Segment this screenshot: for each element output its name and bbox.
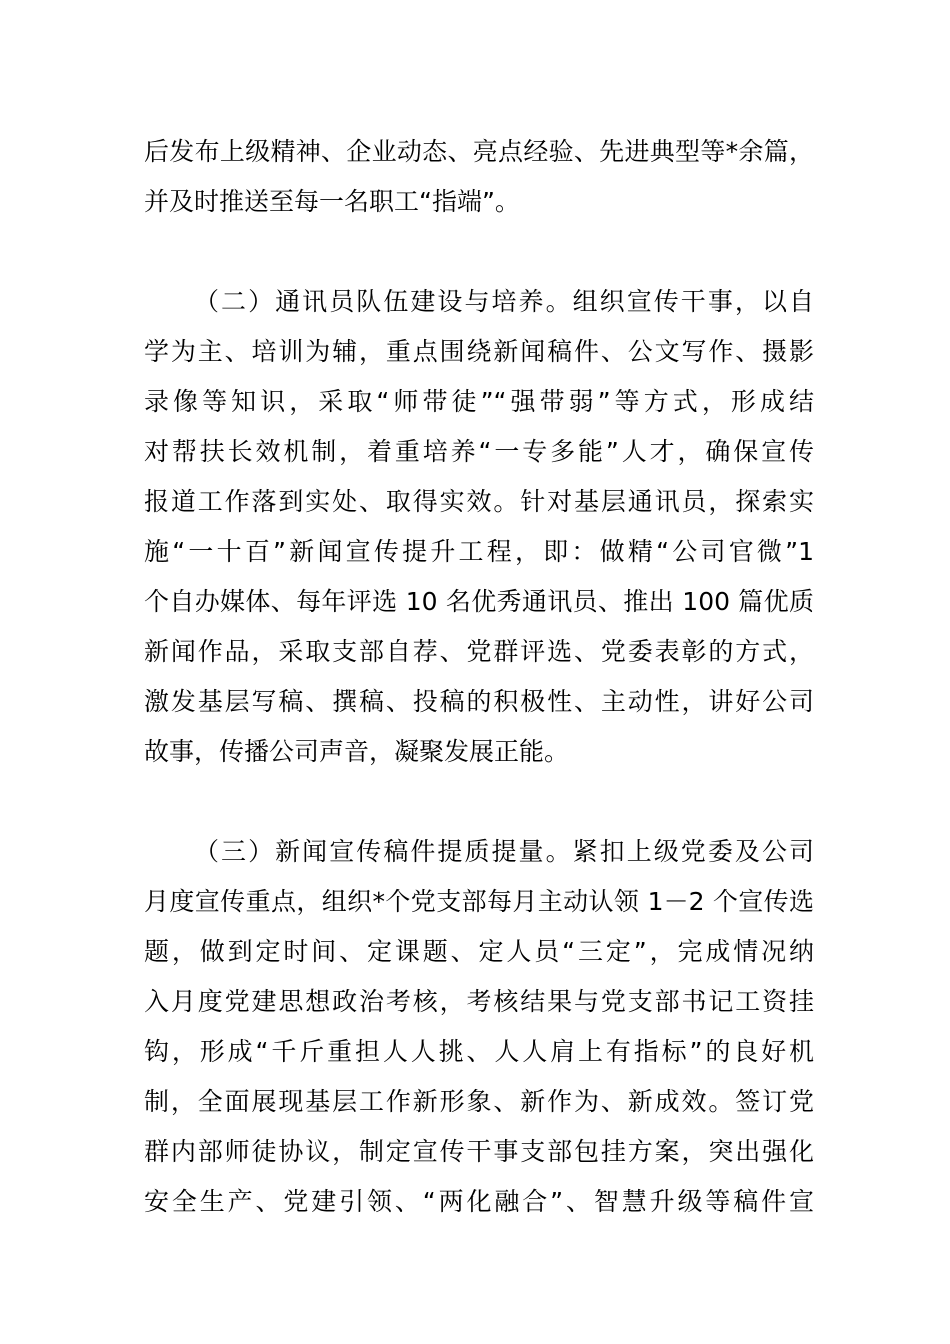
paragraph-2-line-3: 录像等知识，采取“师带徒”“强带弱”等方式，形成结 [144, 387, 814, 416]
paragraph-3-line-8: 安全生产、党建引领、“两化融合”、智慧升级等稿件宣 [144, 1187, 814, 1216]
paragraph-2-line-8: 新闻作品，采取支部自荐、党群评选、党委表彰的方式， [144, 637, 814, 666]
paragraph-2-line-6: 施“一十百”新闻宣传提升工程，即：做精“公司官微”1 [144, 537, 814, 566]
paragraph-3-line-3: 题，做到定时间、定课题、定人员“三定”，完成情况纳 [144, 937, 814, 966]
paragraph-2-line-10: 故事，传播公司声音，凝聚发展正能。 [144, 737, 570, 766]
paragraph-3-line-6: 制，全面展现基层工作新形象、新作为、新成效。签订党 [144, 1087, 814, 1116]
paragraph-2-line-5: 报道工作落到实处、取得实效。针对基层通讯员，探索实 [144, 487, 814, 516]
paragraph-3-line-7: 群内部师徒协议，制定宣传干事支部包挂方案，突出强化 [144, 1137, 814, 1166]
paragraph-2-line-2: 学为主、培训为辅，重点围绕新闻稿件、公文写作、摄影 [144, 337, 814, 366]
paragraph-1-line-2: 并及时推送至每一名职工“指端”。 [144, 187, 520, 216]
paragraph-2-line-4: 对帮扶长效机制，着重培养“一专多能”人才，确保宣传 [144, 437, 814, 466]
paragraph-3-line-4: 入月度党建思想政治考核，考核结果与党支部书记工资挂 [144, 987, 814, 1016]
paragraph-2-line-7: 个自办媒体、每年评选 10 名优秀通讯员、推出 100 篇优质 [144, 587, 814, 616]
paragraph-2-line-9: 激发基层写稿、撰稿、投稿的积极性、主动性，讲好公司 [144, 687, 814, 716]
paragraph-3-line-1: （三）新闻宣传稿件提质提量。紧扣上级党委及公司 [194, 837, 814, 866]
paragraph-3-line-2: 月度宣传重点，组织*个党支部每月主动认领 1－2 个宣传选 [144, 887, 814, 916]
paragraph-2-line-1: （二）通讯员队伍建设与培养。组织宣传干事，以自 [194, 287, 814, 316]
paragraph-3-line-5: 钩，形成“千斤重担人人挑、人人肩上有指标”的良好机 [144, 1037, 814, 1066]
paragraph-1-line-1: 后发布上级精神、企业动态、亮点经验、先进典型等*余篇， [144, 137, 814, 166]
